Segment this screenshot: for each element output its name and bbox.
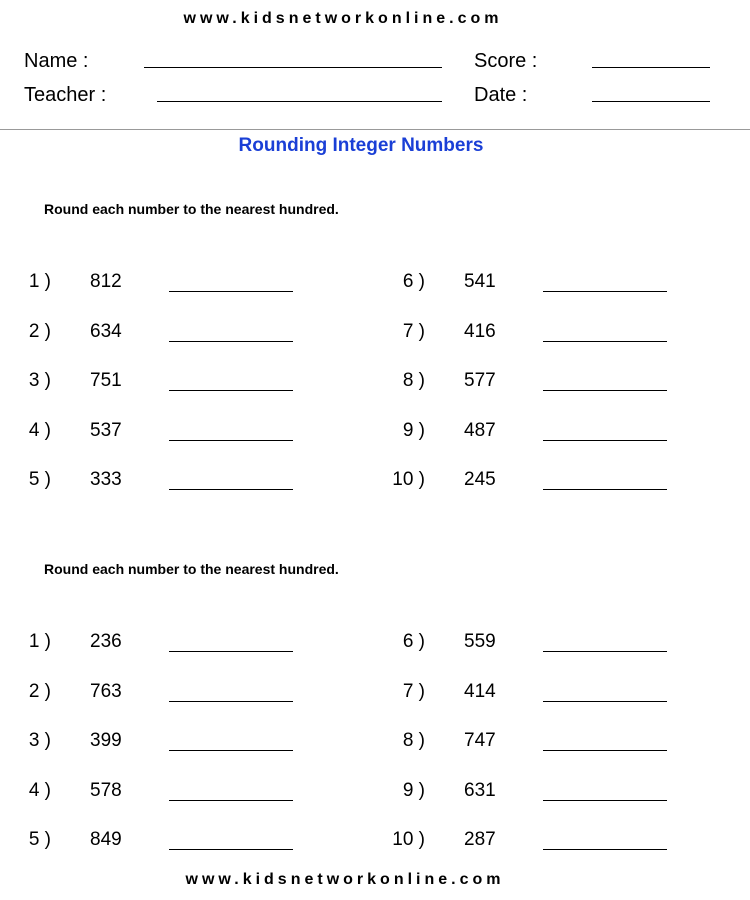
answer-blank[interactable] [543, 341, 667, 342]
problem-number: 8 ) [402, 730, 425, 751]
problem-number: 10 ) [392, 829, 425, 850]
answer-blank[interactable] [169, 341, 293, 342]
teacher-field[interactable] [157, 101, 442, 102]
answer-blank[interactable] [543, 489, 667, 490]
answer-blank[interactable] [169, 800, 293, 801]
problem-item [0, 631, 320, 655]
header-divider [0, 129, 750, 130]
problem-item [0, 370, 320, 394]
answer-blank[interactable] [169, 440, 293, 441]
problem-item [374, 469, 694, 493]
answer-blank[interactable] [543, 750, 667, 751]
problem-number: 9 ) [402, 779, 425, 801]
problem-number: 6 ) [402, 271, 425, 292]
problem-item [0, 420, 320, 444]
problem-number: 2 ) [28, 320, 51, 342]
problem-value: 812 [90, 271, 122, 292]
problem-number: 1 ) [28, 271, 51, 292]
problem-number: 6 ) [402, 631, 425, 652]
answer-blank[interactable] [169, 750, 293, 751]
problem-number: 2 ) [28, 680, 51, 702]
problem-value: 287 [464, 829, 496, 850]
answer-blank[interactable] [169, 701, 293, 702]
problem-value: 634 [90, 320, 122, 342]
score-label: Score : [474, 50, 538, 72]
problem-item [0, 681, 320, 705]
problem-item [374, 321, 694, 345]
problem-item [374, 780, 694, 804]
problem-number: 4 ) [28, 779, 51, 801]
problem-value: 763 [90, 680, 122, 702]
problem-value: 537 [90, 419, 122, 441]
problem-number: 3 ) [28, 370, 51, 391]
answer-blank[interactable] [543, 440, 667, 441]
problem-item [374, 631, 694, 655]
score-field[interactable] [592, 67, 710, 68]
problem-number: 8 ) [402, 370, 425, 391]
problem-item [374, 681, 694, 705]
problem-item [0, 271, 320, 295]
problem-item [374, 730, 694, 754]
problem-number: 5 ) [28, 469, 51, 490]
problem-value: 487 [464, 419, 496, 441]
problem-value: 751 [90, 370, 122, 391]
problem-number: 7 ) [402, 320, 425, 342]
answer-blank[interactable] [543, 800, 667, 801]
answer-blank[interactable] [169, 291, 293, 292]
problem-value: 416 [464, 320, 496, 342]
problem-item [374, 370, 694, 394]
teacher-label: Teacher : [24, 84, 107, 106]
answer-blank[interactable] [169, 849, 293, 850]
problem-item [374, 829, 694, 853]
problem-number: 7 ) [402, 680, 425, 702]
problem-number: 10 ) [392, 469, 425, 490]
answer-blank[interactable] [543, 849, 667, 850]
problem-value: 399 [90, 730, 122, 751]
problem-number: 4 ) [28, 419, 51, 441]
answer-blank[interactable] [169, 651, 293, 652]
problem-value: 559 [464, 631, 496, 652]
problem-value: 414 [464, 680, 496, 702]
date-label: Date : [474, 84, 528, 106]
name-label: Name : [24, 50, 89, 72]
problem-item [0, 469, 320, 493]
name-field[interactable] [144, 67, 442, 68]
problem-value: 577 [464, 370, 496, 391]
problem-item [0, 730, 320, 754]
problem-value: 631 [464, 779, 496, 801]
problem-value: 541 [464, 271, 496, 292]
answer-blank[interactable] [169, 489, 293, 490]
problem-item [374, 420, 694, 444]
problem-value: 578 [90, 779, 122, 801]
site-url-bottom: www.kidsnetworkonline.com [185, 871, 505, 888]
problem-number: 1 ) [28, 631, 51, 652]
problem-number: 9 ) [402, 419, 425, 441]
site-url-top: www.kidsnetworkonline.com [183, 10, 503, 27]
problem-value: 333 [90, 469, 122, 490]
answer-blank[interactable] [543, 701, 667, 702]
answer-blank[interactable] [543, 390, 667, 391]
problem-value: 747 [464, 730, 496, 751]
answer-blank[interactable] [543, 291, 667, 292]
worksheet-title: Rounding Integer Numbers [238, 135, 484, 156]
section-2-instruction: Round each number to the nearest hundred. [44, 561, 339, 577]
problem-item [0, 829, 320, 853]
problem-item [0, 780, 320, 804]
problem-value: 245 [464, 469, 496, 490]
answer-blank[interactable] [169, 390, 293, 391]
answer-blank[interactable] [543, 651, 667, 652]
date-field[interactable] [592, 101, 710, 102]
problem-number: 5 ) [28, 829, 51, 850]
problem-item [374, 271, 694, 295]
section-1-instruction: Round each number to the nearest hundred. [44, 201, 339, 217]
problem-item [0, 321, 320, 345]
problem-number: 3 ) [28, 730, 51, 751]
problem-value: 849 [90, 829, 122, 850]
problem-value: 236 [90, 631, 122, 652]
